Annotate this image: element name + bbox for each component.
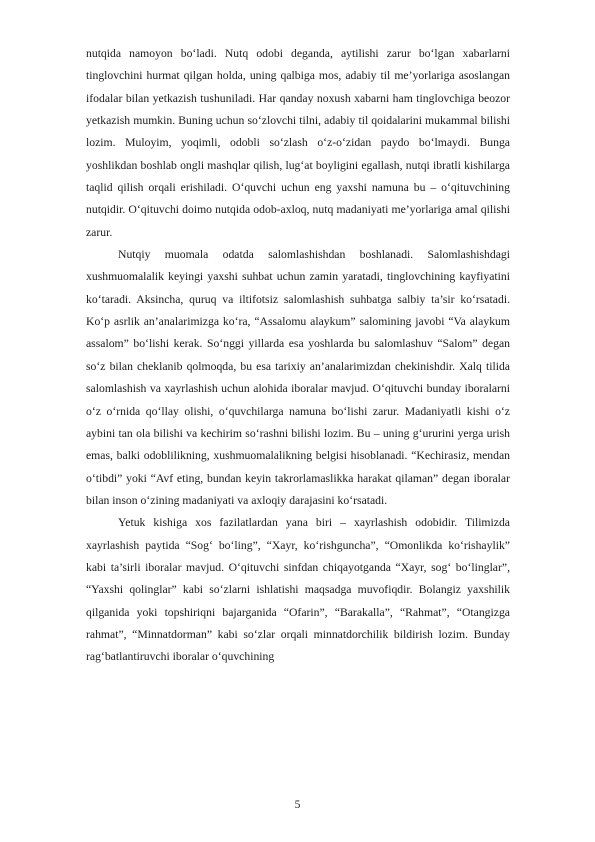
paragraph-3: Yetuk kishiga xos fazilatlardan yana biri – xayrlashish odobidir. Tilimizda xayrlashish paytida “Sog‘ bo‘ling”, “Xayr, ko‘rishguncha”, “Omonlikda ko‘rishaylik” kabi ta’sirli iboralar mavjud. O‘qituvchi sinfdan chiqayotganda “Xayr, sog‘ bo‘linglar”, “Yaxshi qolinglar” kabi so‘zlarni ishlatishi maqsadga muvofiqdir. Bolangiz yaxshilik qilganida yoki topshiriqni bajarganida “Ofarin”, “Barakalla”, “Rahmat”, “Otangizga rahmat”, “Minnatdorman” kabi so‘zlar orqali minnatdorchilik bildirish lozim. Bunday rag‘batlantiruvchi iboralar o‘quvchining bbox=[86, 516, 510, 664]
paragraph-2: Nutqiy muomala odatda salomlashishdan boshlanadi. Salomlashishdagi xushmuomalalik keyingi yaxshi suhbat uchun zamin yaratadi, tinglovchining kayfiyatini ko‘taradi. Aksincha, quruq va iltifotsiz salomlashish suhbatga salbiy ta’sir ko‘rsatadi. Ko‘p asrlik an’analarimizga ko‘ra, “Assalomu alaykum” salomining javobi “Va alaykum assalom” bo‘lishi kerak. So‘nggi yillarda esa yoshlarda bu salomlashuv “Salom” degan so‘z bilan cheklanib qolmoqda, bu esa tarixiy an’analarimizdan chekinishdir. Xalq tilida salomlashish va xayrlashish uchun alohida iboralar mavjud. O‘qituvchi bunday iboralarni o‘z o‘rnida qo‘llay olishi, o‘quvchilarga namuna bo‘lishi zarur. Madaniyatli kishi o‘z aybini tan ola bilishi va kechirim so‘rashni bilishi lozim. Bu – uning g‘ururini yerga urish emas, balki odoblilikning, xushmuomalalikning belgisi hisoblanadi. “Kechirasiz, mendan o‘tibdi” yoki “Avf eting, bundan keyin takrorlamaslikka harakat qilaman” degan iboralar bilan inson o‘zining madaniyati va axloqiy darajasini ko‘rsatadi. bbox=[86, 248, 510, 507]
document-page bbox=[86, 43, 510, 803]
page-number: 5 bbox=[294, 799, 301, 811]
paragraph-1: nutqida namoyon bo‘ladi. Nutq odobi deganda, aytilishi zarur bo‘lgan xabarlarni tinglovchini hurmat qilgan holda, uning qalbiga mos, adabiy til me’yorlariga asoslangan ifodalar bilan yetkazish tushuniladi. Har qanday noxush xabarni ham tinglovchiga beozor yetkazish mumkin. Buning uchun so‘zlovchi tilni, adabiy til qoidalarini mukammal bilishi lozim. Muloyim, yoqimli, odobli so‘zlash o‘z-o‘zidan paydo bo‘lmaydi. Bunga yoshlikdan boshlab ongli mashqlar qilish, lug‘at boyligini egallash, nutqi ibratli kishilarga taqlid qilish orqali erishiladi. O‘quvchi uchun eng yaxshi namuna bu – o‘qituvchining nutqidir. O‘qituvchi doimo nutqida odob-axloq, nutq madaniyati me’yorlariga amal qilishi zarur. bbox=[86, 47, 510, 239]
